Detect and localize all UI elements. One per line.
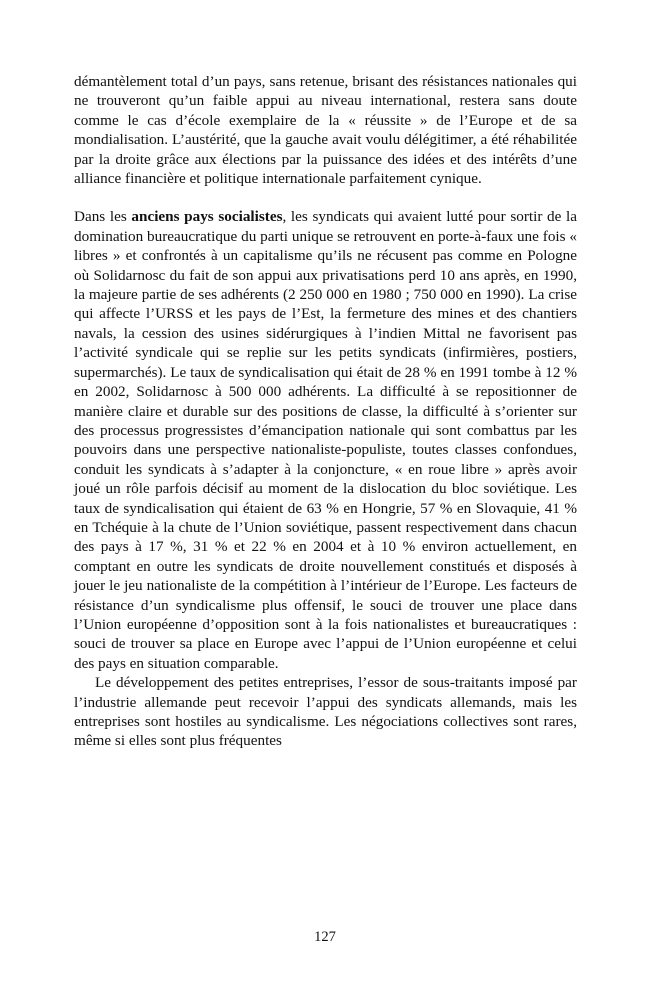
paragraph-2-rest: , les syndicats qui avaient lutté pour sortir de la domination bureaucratique du parti unique se retrouvent en porte-à-faux une fois « libres » et confrontés à un capitalisme qu’ils ne récusent pas comme en Pologne où Solidarnosc du fait de son appui aux privatisations perd 10 ans après, en 1990, la majeure partie de ses adhérents (2 250 000 en 1980 ; 750 000 en 1990). La crise qui affecte l’URSS et les pays de l’Est, la fermeture des mines et des chantiers navals, la cession des usines sidérurgiques à l’indien Mittal ne favorisent pas l’activité syndicale qui se replie sur les petits syndicats (infirmières, postiers, supermarchés). Le taux de syndicalisation qui était de 28 % en 1991 tombe à 12 % en 2002, Solidarnosc à 500 000 adhérents. La difficulté à se repositionner de manière claire et durable sur des positions de classe, la difficulté à s’orienter sur des processus progressistes d’émancipation nationale qui sont combattus par les pouvoirs dans une perspective nationaliste-populiste, toutes classes confondues, conduit les syndicats à s’adapter à la conjoncture, « en roue libre » après avoir joué un rôle parfois décisif au moment de la dislocation du bloc soviétique. Les taux de syndicalisation qui étaient de 63 % en Hongrie, 57 % en Slovaquie, 41 % en Tchéquie à la chute de l’Union soviétique, passent respectivement dans chacun des pays à 17 %, 31 % et 22 % en 2004 et à 10 % environ actuellement, en comptant en outre les syndicats de droite nouvellement constitués et disposés à jouer le jeu nationaliste de la compétition à l’intérieur de l’Europe. Les facteurs de résistance d’un syndicalisme plus offensif, le souci de trouver une place dans l’Union européenne d’opposition sont à la fois nationalistes et bureaucratiques : souci de trouver sa place en Europe avec l’appui de l’Union européenne et celui des pays en situation comparable. bbox=[74, 208, 578, 672]
paragraph-2-lead: Dans les bbox=[74, 208, 132, 226]
paragraph-1: démantèlement total d’un pays, sans retenue, brisant des résistances nationales qui ne trouveront qu’un faible appui au niveau international, restera sans doute comme le cas d’école exemplaire de la « réussite » de l’Europe et de sa mondialisation. L’austérité, que la gauche avait voulu délégitimer, a été réhabilitée par la droite grâce aux élections par la puissance des idées et des intérêts d’une alliance financière et politique internationale parfaitement cynique. bbox=[74, 73, 577, 188]
page-number: 127 bbox=[314, 929, 336, 945]
paragraph-2 bbox=[74, 207, 577, 673]
page-body bbox=[74, 72, 577, 751]
paragraph-2-emphasis: anciens pays socialistes bbox=[131, 208, 283, 226]
paragraph-3: Le développement des petites entreprises, l’essor de sous-traitants imposé par l’industrie allemande peut recevoir l’appui des syndicats allemands, mais les entreprises sont hostiles au syndicalisme. Les négociations collectives sont rares, même si elles sont plus fréquentes bbox=[74, 674, 577, 750]
